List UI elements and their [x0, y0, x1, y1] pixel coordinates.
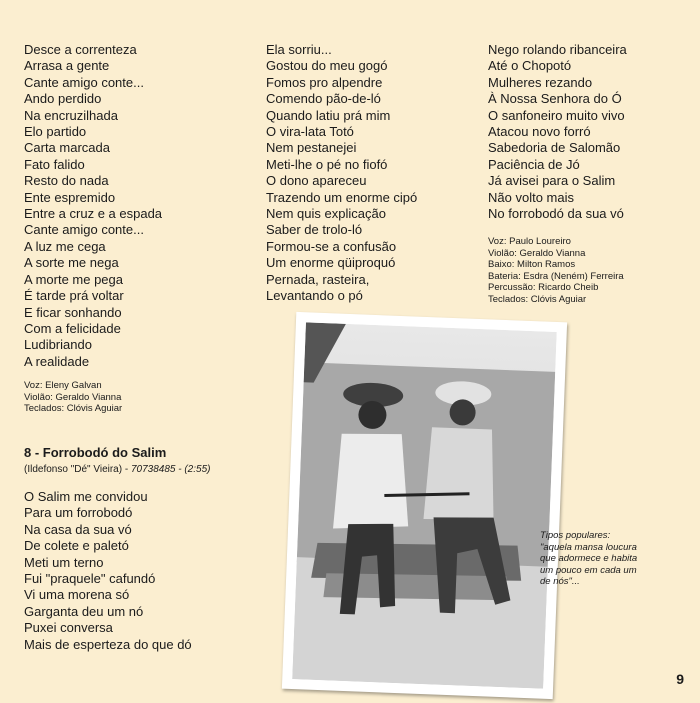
- verse-line: Desce a correnteza: [24, 42, 137, 57]
- verse-line: Nego rolando ribanceira: [488, 42, 627, 57]
- photo-caption: Tipos populares: "aquela mansa loucura que adormece e habita um pouco em cada um de nós"...: [540, 530, 638, 587]
- credit-line: Teclados: Clóvis Aguiar: [488, 293, 587, 305]
- credit-line: Voz: Eleny Galvan: [24, 380, 102, 391]
- verse-line: Um enorme qüiproquó: [266, 255, 396, 271]
- credit-line: Baixo: Milton Ramos: [488, 259, 576, 270]
- verse-line: Levantando o pó: [266, 288, 363, 304]
- verse-line: Comendo pão-de-ló: [266, 91, 381, 107]
- verse-line: Arrasa a gente: [24, 58, 110, 74]
- verse-line: A sorte me nega: [24, 255, 119, 271]
- verse-line: Nem pestanejei: [266, 140, 357, 156]
- verse-line: Formou-se a confusão: [266, 238, 397, 254]
- verse-line: Não volto mais: [488, 189, 574, 205]
- verse-line: Nem quis explicação: [266, 206, 386, 222]
- verse-line: A luz me cega: [24, 238, 106, 254]
- verse-line: Sabedoria de Salomão: [488, 140, 621, 156]
- verse-line: Ente espremido: [24, 189, 116, 205]
- verse-line: Pernada, rasteira,: [266, 271, 370, 287]
- credit-line: Teclados: Clóvis Aguiar: [24, 403, 123, 414]
- verse-line: Com a felicidade: [24, 320, 121, 336]
- verse-line: Fui "praquele" cafundó: [24, 571, 156, 587]
- verse-line: Atacou novo forró: [488, 124, 591, 140]
- verse-line: Cante amigo conte...: [24, 222, 144, 238]
- verse-line: Já avisei para o Salim: [488, 173, 616, 189]
- verse-line: Fomos pro alpendre: [266, 74, 383, 90]
- verse-column-1: [24, 42, 162, 370]
- credit-line: Voz: Paulo Loureiro: [488, 236, 571, 247]
- verse-line: Fato falido: [24, 156, 85, 172]
- verse-line: Garganta deu um nó: [24, 603, 144, 619]
- verse-line: Meti um terno: [24, 554, 104, 570]
- verse-line: Mais de esperteza do que dó: [24, 636, 192, 652]
- credit-line: Violão: Geraldo Vianna: [488, 247, 586, 259]
- photo-illustration: [292, 322, 557, 688]
- verse-line: Até o Chopotó: [488, 58, 572, 74]
- page-number: 9: [676, 671, 684, 687]
- credits-song-8: [488, 236, 624, 305]
- verse-line: O dono apareceu: [266, 173, 367, 189]
- verse-line: Para um forrobodó: [24, 505, 133, 521]
- verse-line: O vira-lata Totó: [266, 124, 354, 140]
- verse-line: Saber de trolo-ló: [266, 222, 363, 238]
- verse-line: Na encruzilhada: [24, 107, 118, 123]
- song-code-duration: 70738485 - (2:55): [130, 464, 211, 475]
- verse-line: Ela sorriu...: [266, 42, 332, 57]
- verse-line: A morte me pega: [24, 271, 123, 287]
- credit-line: Bateria: Esdra (Neném) Ferreira: [488, 270, 624, 282]
- photograph-two-men-seated: [282, 312, 567, 699]
- verse-line: Meti-lhe o pé no fiofó: [266, 156, 388, 172]
- song-author: (Ildefonso "Dé" Vieira) -: [24, 464, 131, 475]
- verse-line: O Salim me convidou: [24, 489, 148, 504]
- verse-line: Mulheres rezando: [488, 74, 593, 90]
- song-subtitle: [24, 464, 210, 475]
- verse-line: De colete e paletó: [24, 538, 129, 554]
- verse-line: Na casa da sua vó: [24, 521, 132, 537]
- song-title: 8 - Forrobodó do Salim: [24, 445, 167, 460]
- credit-line: Percussão: Ricardo Cheib: [488, 282, 599, 293]
- credit-line: Violão: Geraldo Vianna: [24, 391, 122, 403]
- verse-line: No forrobodó da sua vó: [488, 206, 624, 222]
- verse-line: Trazendo um enorme cipó: [266, 189, 418, 205]
- verse-line: Paciência de Jó: [488, 156, 580, 172]
- verse-line: Ludibriando: [24, 337, 92, 353]
- credits-song-7: [24, 380, 122, 415]
- verse-line: À Nossa Senhora do Ó: [488, 91, 622, 107]
- verse-line: Quando latiu prá mim: [266, 107, 391, 123]
- verse-line: Elo partido: [24, 124, 87, 140]
- verse-line: Puxei conversa: [24, 620, 113, 636]
- verse-line: Resto do nada: [24, 173, 109, 189]
- verse-line: Gostou do meu gogó: [266, 58, 388, 74]
- verse-line: A realidade: [24, 353, 90, 369]
- verse-line: Entre a cruz e a espada: [24, 206, 163, 222]
- verse-line: É tarde prá voltar: [24, 288, 124, 304]
- verse-column-3: [488, 42, 627, 222]
- verse-line: Vi uma morena só: [24, 587, 130, 603]
- verse-line: Cante amigo conte...: [24, 74, 144, 90]
- verse-line: Carta marcada: [24, 140, 110, 156]
- verse-line: O sanfoneiro muito vivo: [488, 107, 625, 123]
- verse-line: Ando perdido: [24, 91, 102, 107]
- verse-column-2: [266, 42, 417, 305]
- verse-column-1-part-2: [24, 489, 192, 653]
- verse-line: E ficar sonhando: [24, 304, 122, 320]
